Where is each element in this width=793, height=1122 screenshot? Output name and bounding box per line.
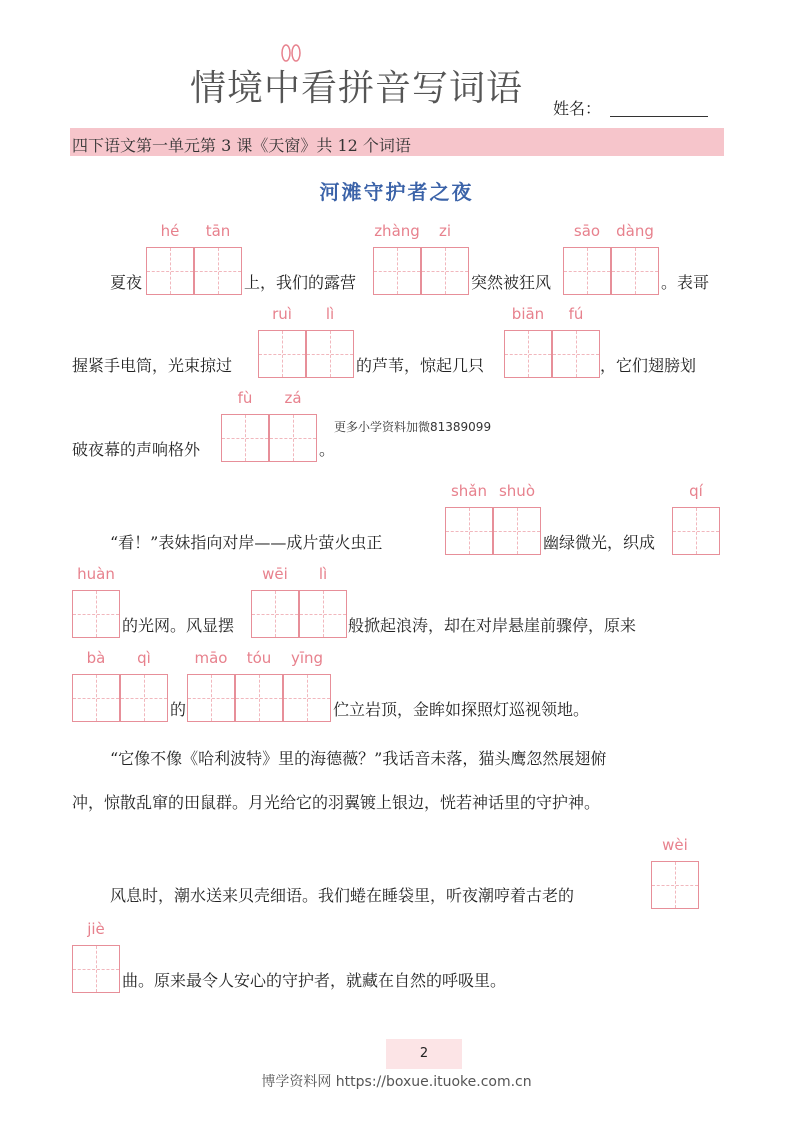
answer-box[interactable]	[493, 507, 541, 555]
pinyin-label: hé	[160, 222, 180, 240]
logo-title: 情境中看拼音写词语	[190, 68, 524, 109]
lesson-banner	[70, 128, 724, 156]
pinyin-label: jiè	[87, 920, 105, 938]
answer-box[interactable]	[251, 590, 299, 638]
pinyin-label: lì	[318, 565, 328, 583]
text-segment: 般掀起浪涛，却在对岸悬崖前骤停，原来	[348, 616, 637, 635]
answer-box[interactable]	[421, 247, 469, 295]
pinyin-label: lì	[325, 305, 335, 323]
name-field[interactable]	[610, 116, 708, 117]
text-segment: 上，我们的露营	[244, 273, 357, 292]
answer-box[interactable]	[306, 330, 354, 378]
text-segment: 突然被狂风	[471, 273, 552, 292]
pinyin-label: dàng	[616, 222, 654, 240]
answer-box[interactable]	[563, 247, 611, 295]
pinyin-label: shuò	[498, 482, 535, 500]
answer-box[interactable]	[194, 247, 242, 295]
text-segment: 。	[319, 440, 336, 459]
pinyin-label: biān	[511, 305, 545, 323]
page-number: 2	[419, 1046, 429, 1061]
text-segment: ，它们翅膀划	[600, 356, 697, 375]
pinyin-label: ruì	[272, 305, 292, 323]
answer-box[interactable]	[187, 674, 235, 722]
text-segment: 幽绿微光，织成	[543, 533, 656, 552]
pinyin-label: wèi	[662, 836, 688, 854]
answer-box[interactable]	[221, 414, 269, 462]
rabbit-ears-icon	[278, 44, 304, 64]
text-segment: “看！”表妹指向对岸——成片萤火虫正	[110, 533, 383, 552]
pinyin-label: qì	[137, 649, 151, 667]
pinyin-label: māo	[194, 649, 228, 667]
text-segment: 风息时，潮水送来贝壳细语。我们蜷在睡袋里，听夜潮哼着古老的	[110, 886, 575, 905]
answer-box[interactable]	[269, 414, 317, 462]
pinyin-label: bà	[86, 649, 106, 667]
text-segment: “它像不像《哈利波特》里的海德薇？”我话音未落，猫头鹰忽然展翅俯	[110, 749, 607, 768]
text-segment: 握紧手电筒，光束掠过	[72, 356, 233, 375]
pinyin-label: yīng	[290, 649, 324, 667]
answer-box[interactable]	[552, 330, 600, 378]
answer-box[interactable]	[235, 674, 283, 722]
answer-box[interactable]	[258, 330, 306, 378]
answer-box[interactable]	[299, 590, 347, 638]
text-segment: 伫立岩顶，金眸如探照灯巡视领地。	[333, 700, 590, 719]
pinyin-label: tān	[205, 222, 231, 240]
answer-box[interactable]	[504, 330, 552, 378]
text-segment: 。表哥	[661, 273, 710, 292]
text-segment: 的芦苇，惊起几只	[356, 356, 485, 375]
ad-text: 更多小学资料加微81389099	[334, 420, 492, 434]
pinyin-label: zhàng	[374, 222, 420, 240]
text-segment: 的光网。风显摆	[122, 616, 235, 635]
text-segment: 夏夜	[110, 273, 143, 292]
pinyin-label: sāo	[573, 222, 601, 240]
banner-text: 四下语文第一单元第 3 课《天窗》共 12 个词语	[72, 136, 411, 155]
pinyin-label: zá	[284, 389, 302, 407]
name-label: 姓名：	[553, 99, 602, 118]
text-segment: 破夜幕的声响格外	[72, 440, 201, 459]
footer-text: 博学资料网 https://boxue.ituoke.com.cn	[261, 1074, 532, 1090]
text-segment: 冲，惊散乱窜的田鼠群。月光给它的羽翼镀上银边，恍若神话里的守护神。	[72, 793, 601, 812]
answer-box[interactable]	[611, 247, 659, 295]
pinyin-label: shǎn	[450, 482, 488, 500]
pinyin-label: fú	[568, 305, 584, 323]
answer-box[interactable]	[672, 507, 720, 555]
answer-box[interactable]	[373, 247, 421, 295]
pinyin-label: huàn	[77, 565, 115, 583]
pinyin-label: qí	[689, 482, 703, 500]
text-segment: 曲。原来最令人安心的守护者，就藏在自然的呼吸里。	[122, 971, 507, 990]
answer-box[interactable]	[283, 674, 331, 722]
pinyin-label: zi	[438, 222, 452, 240]
text-segment: 的	[170, 700, 187, 719]
answer-box[interactable]	[146, 247, 194, 295]
pinyin-label: fù	[237, 389, 253, 407]
answer-box[interactable]	[445, 507, 493, 555]
pinyin-label: wēi	[262, 565, 288, 583]
page-number-box	[386, 1039, 462, 1069]
answer-box[interactable]	[72, 590, 120, 638]
page-title: 河滩守护者之夜	[319, 180, 474, 204]
answer-box[interactable]	[72, 674, 120, 722]
answer-box[interactable]	[651, 861, 699, 909]
pinyin-label: tóu	[246, 649, 272, 667]
answer-box[interactable]	[72, 945, 120, 993]
answer-box[interactable]	[120, 674, 168, 722]
